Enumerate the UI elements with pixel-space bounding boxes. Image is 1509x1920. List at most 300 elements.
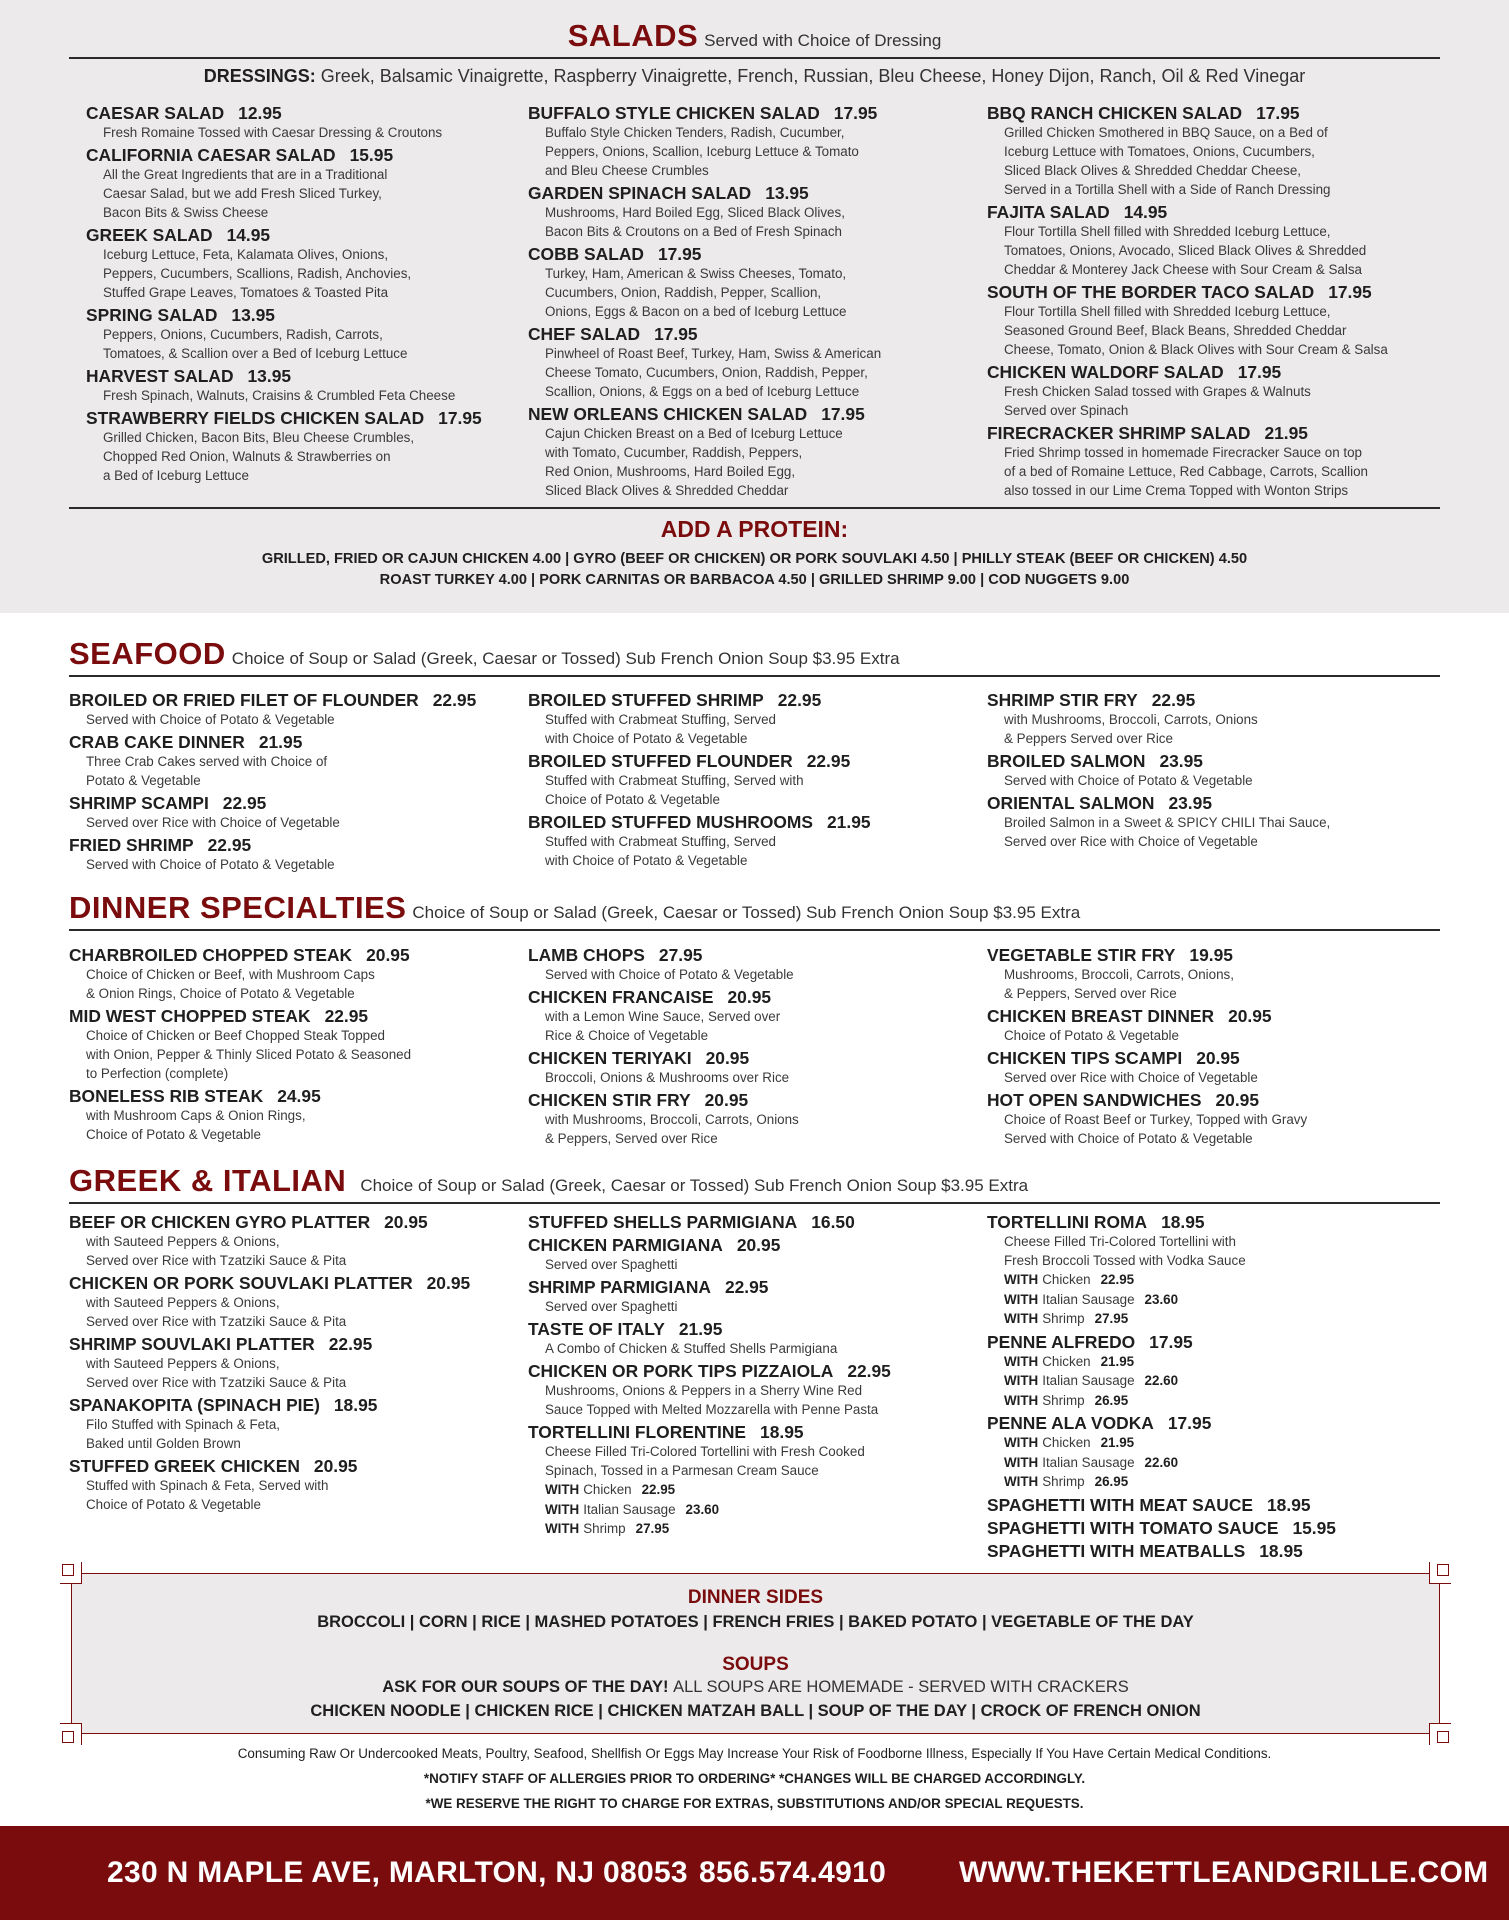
- menu-item-price: 18.95: [1259, 1540, 1303, 1561]
- description-line: Onions, Eggs & Bacon on a bed of Iceburg Lettuce: [545, 304, 847, 319]
- add-on-name: Chicken: [1042, 1435, 1091, 1450]
- menu-item-name: STUFFED SHELLS PARMIGIANA: [528, 1212, 798, 1232]
- menu-item-name: NEW ORLEANS CHICKEN SALAD: [528, 404, 808, 424]
- menu-item-name: PENNE ALFREDO: [987, 1331, 1136, 1352]
- menu-item-price: 17.95: [1149, 1331, 1193, 1352]
- menu-item-price: 13.95: [247, 366, 292, 386]
- menu-item-price: 20.95: [727, 987, 772, 1007]
- menu-item-name: CHICKEN TERIYAKI: [528, 1048, 692, 1068]
- menu-item-title: [69, 1212, 519, 1232]
- seafood-rule: [69, 675, 1440, 677]
- add-on-keyword: WITH: [1004, 1474, 1039, 1489]
- menu-item: [987, 1048, 1437, 1087]
- description-line: Broccoli, Onions & Mushrooms over Rice: [545, 1070, 790, 1085]
- menu-item-title: [987, 1495, 1437, 1515]
- protein-line-2: ROAST TURKEY 4.00 | PORK CARNITAS OR BARBACOA 4.50 | GRILLED SHRIMP 9.00 | COD NUGGETS 9.00: [379, 572, 1130, 588]
- menu-item-title: [987, 1006, 1437, 1026]
- add-on-name: Chicken: [1042, 1272, 1091, 1287]
- description-line: Fresh Chicken Salad tossed with Grapes & Walnuts: [1004, 384, 1311, 399]
- add-on-price: 21.95: [1100, 1353, 1135, 1369]
- salads-subtitle: Served with Choice of Dressing: [704, 31, 942, 50]
- description-line: Served over Rice with Choice of Vegetable: [86, 815, 340, 830]
- description-line: Choice of Potato & Vegetable: [86, 1497, 261, 1512]
- menu-item-price: 22.95: [432, 690, 477, 710]
- menu-item: [528, 812, 978, 870]
- greek-column-3: [987, 1212, 1437, 1564]
- description-line: Buffalo Style Chicken Tenders, Radish, Cucumber,: [545, 125, 845, 140]
- menu-item-title: [987, 1332, 1437, 1352]
- menu-item-price: 13.95: [231, 305, 275, 325]
- menu-item-description: [528, 1110, 978, 1148]
- menu-item-price: 22.95: [806, 751, 851, 771]
- menu-item-title: [528, 183, 968, 203]
- menu-item-name: TORTELLINI ROMA: [987, 1212, 1148, 1232]
- menu-item-name: BEEF OR CHICKEN GYRO PLATTER: [69, 1212, 371, 1232]
- menu-item-description: [86, 165, 516, 222]
- menu-item-description: [69, 965, 519, 1003]
- add-on-name: Shrimp: [1042, 1392, 1085, 1408]
- menu-item: [987, 690, 1437, 748]
- menu-item: [528, 244, 968, 321]
- description-line: Scallion, Onions, & Eggs on a bed of Iceburg Lettuce: [545, 384, 860, 399]
- menu-item-price: 22.95: [847, 1361, 891, 1381]
- menu-item: [987, 1006, 1437, 1045]
- seafood-subtitle: Choice of Soup or Salad (Greek, Caesar or Tossed) Sub French Onion Soup $3.95 Extra: [231, 649, 900, 668]
- menu-item-name: PENNE ALA VODKA: [987, 1413, 1154, 1433]
- dressings-label: DRESSINGS:: [203, 66, 316, 86]
- description-line: with Mushrooms, Broccoli, Carrots, Onions: [545, 1112, 799, 1127]
- menu-item: [69, 945, 519, 1003]
- dressings-line: [69, 66, 1440, 87]
- description-line: Sauce Topped with Melted Mozzarella with Penne Pasta: [545, 1402, 879, 1417]
- menu-item-price: 20.95: [366, 945, 410, 965]
- greek-title: GREEK & ITALIAN: [69, 1163, 347, 1198]
- box-corner-ornament: [60, 1723, 82, 1745]
- menu-item-description: [528, 123, 968, 180]
- menu-item-title: [69, 690, 519, 710]
- menu-item-title: [528, 1319, 978, 1339]
- menu-item: [987, 793, 1437, 851]
- description-line: with Onion, Pepper & Thinly Sliced Potato & Seasoned: [86, 1047, 412, 1062]
- menu-item-price: 22.95: [777, 690, 822, 710]
- menu-item: [69, 690, 519, 729]
- add-on-price: 27.95: [1094, 1311, 1129, 1326]
- menu-item-title: [69, 1395, 519, 1415]
- menu-item: [69, 835, 519, 874]
- soups-ask-note: ALL SOUPS ARE HOMEMADE - SERVED WITH CRACKERS: [673, 1678, 1129, 1696]
- salads-rule: [69, 57, 1440, 59]
- menu-item-title: [69, 732, 519, 752]
- box-corner-ornament: [60, 1562, 82, 1584]
- menu-item-name: CHICKEN OR PORK TIPS PIZZAIOLA: [528, 1361, 834, 1381]
- menu-item-price: 17.95: [833, 103, 878, 123]
- menu-item-price: 22.95: [724, 1277, 769, 1297]
- menu-item-title: [528, 1361, 978, 1381]
- menu-item: [987, 1541, 1437, 1561]
- add-on-price: 26.95: [1094, 1474, 1129, 1489]
- description-line: of a bed of Romaine Lettuce, Red Cabbage, Carrots, Scallion: [1004, 464, 1368, 479]
- menu-item-description: [528, 965, 978, 984]
- description-line: & Peppers, Served over Rice: [1004, 986, 1177, 1001]
- description-line: Stuffed with Crabmeat Stuffing, Served: [545, 712, 776, 727]
- description-line: with a Lemon Wine Sauce, Served over: [545, 1009, 781, 1024]
- menu-item: [987, 202, 1447, 279]
- menu-item-name: BROILED STUFFED SHRIMP: [528, 690, 764, 710]
- seafood-column-2: [528, 690, 978, 873]
- salads-section: [0, 0, 1509, 613]
- menu-item: [86, 305, 516, 363]
- description-line: Choice of Potato & Vegetable: [545, 792, 720, 807]
- menu-item-title: [987, 282, 1447, 302]
- add-on-keyword: WITH: [1004, 1454, 1039, 1470]
- menu-item-price: 17.95: [1328, 282, 1372, 302]
- menu-item-price: 17.95: [1256, 103, 1300, 123]
- seafood-column-1: [69, 690, 519, 877]
- add-on-name: Shrimp: [1042, 1474, 1085, 1489]
- menu-item-name: SOUTH OF THE BORDER TACO SALAD: [987, 282, 1315, 302]
- description-line: Choice of Roast Beef or Turkey, Topped with Gravy: [1004, 1112, 1308, 1127]
- dinner-rule: [69, 929, 1440, 931]
- menu-item-price: 27.95: [658, 945, 703, 965]
- add-on-price: 27.95: [635, 1521, 670, 1536]
- description-line: Broiled Salmon in a Sweet & SPICY CHILI Thai Sauce,: [1004, 815, 1331, 830]
- menu-item-title: [987, 751, 1437, 771]
- menu-item-title: [69, 1086, 519, 1106]
- menu-item-price: 21.95: [258, 732, 303, 752]
- description-line: Served over Spaghetti: [545, 1257, 678, 1272]
- description-line: Pinwheel of Roast Beef, Turkey, Ham, Swiss & American: [545, 346, 882, 361]
- menu-item-name: SHRIMP SOUVLAKI PLATTER: [69, 1334, 315, 1354]
- add-on-price: 21.95: [1100, 1435, 1135, 1450]
- add-on-name: Shrimp: [583, 1521, 626, 1536]
- menu-item-name: COBB SALAD: [528, 244, 644, 264]
- menu-item-title: [69, 1456, 519, 1476]
- soups-list: CHICKEN NOODLE | CHICKEN RICE | CHICKEN MATZAH BALL | SOUP OF THE DAY | CROCK OF FRENCH ONION: [310, 1702, 1201, 1720]
- menu-item-description: [69, 1293, 519, 1331]
- add-on-name: Italian Sausage: [1042, 1291, 1135, 1307]
- dinner-header: [69, 890, 1440, 926]
- description-line: Caesar Salad, but we add Fresh Sliced Turkey,: [103, 186, 382, 201]
- menu-item-description: [86, 245, 516, 302]
- description-line: and Bleu Cheese Crumbles: [545, 163, 709, 178]
- menu-item: [86, 225, 516, 302]
- salads-column-2: [528, 103, 968, 503]
- menu-item-description: [69, 1232, 519, 1270]
- add-on-keyword: WITH: [1004, 1311, 1039, 1326]
- menu-item-name: CHARBROILED CHOPPED STEAK: [69, 945, 353, 965]
- menu-item-name: GREEK SALAD: [86, 225, 213, 245]
- description-line: Choice of Chicken or Beef, with Mushroom Caps: [86, 967, 375, 982]
- menu-item-title: [987, 423, 1447, 443]
- menu-item-name: VEGETABLE STIR FRY: [987, 945, 1176, 965]
- menu-item-description: [86, 428, 516, 485]
- menu-item-name: BUFFALO STYLE CHICKEN SALAD: [528, 103, 820, 123]
- description-line: with Sauteed Peppers & Onions,: [86, 1295, 280, 1310]
- menu-item-description: [69, 1415, 519, 1453]
- menu-item-title: [528, 244, 968, 264]
- description-line: Served over Rice with Tzatziki Sauce & Pita: [86, 1253, 347, 1268]
- description-line: also tossed in our Lime Crema Topped with Wonton Strips: [1004, 483, 1349, 498]
- menu-item-name: CHICKEN FRANCAISE: [528, 987, 714, 1007]
- description-line: Tomatoes, Onions, Avocado, Sliced Black Olives & Shredded: [1004, 243, 1367, 258]
- description-line: Served with Choice of Potato & Vegetable: [86, 712, 335, 727]
- menu-item-title: [987, 362, 1447, 382]
- menu-item-name: LAMB CHOPS: [528, 945, 645, 965]
- menu-item-price: 18.95: [1161, 1212, 1205, 1232]
- menu-item-description: [987, 302, 1447, 359]
- menu-item-title: [528, 404, 968, 424]
- menu-item-name: FIRECRACKER SHRIMP SALAD: [987, 423, 1251, 443]
- footer-website-link[interactable]: WWW.THEKETTLEANDGRILLE.COM: [959, 1856, 1489, 1889]
- description-line: Turkey, Ham, American & Swiss Cheeses, Tomato,: [545, 266, 847, 281]
- menu-item-name: TASTE OF ITALY: [528, 1319, 665, 1339]
- dinner-title: DINNER SPECIALTIES: [69, 890, 407, 925]
- description-line: Baked until Golden Brown: [86, 1436, 241, 1451]
- menu-item-title: [69, 1334, 519, 1354]
- menu-item-name: GARDEN SPINACH SALAD: [528, 183, 752, 203]
- add-on-option: [987, 1391, 1437, 1411]
- menu-item: [86, 103, 516, 142]
- menu-item-title: [69, 1273, 519, 1293]
- description-line: to Perfection (complete): [86, 1066, 229, 1081]
- description-line: Bacon Bits & Swiss Cheese: [103, 205, 269, 220]
- menu-item: [528, 1090, 978, 1148]
- add-on-keyword: WITH: [1004, 1435, 1039, 1450]
- description-line: All the Great Ingredients that are in a Traditional: [103, 167, 388, 182]
- menu-item-name: CHICKEN PARMIGIANA: [528, 1235, 723, 1255]
- menu-item-title: [86, 366, 516, 386]
- add-on-option: [987, 1433, 1437, 1453]
- description-line: Fried Shrimp tossed in homemade Firecracker Sauce on top: [1004, 445, 1362, 460]
- add-on-keyword: WITH: [545, 1521, 580, 1536]
- description-line: Served over Rice with Choice of Vegetable: [1004, 834, 1258, 849]
- menu-item-description: [528, 1297, 978, 1316]
- menu-item-price: 24.95: [277, 1086, 321, 1106]
- add-on-keyword: WITH: [1004, 1291, 1039, 1307]
- menu-item-name: BROILED OR FRIED FILET OF FLOUNDER: [69, 690, 419, 710]
- description-line: Cheese, Tomato, Onion & Black Olives with Sour Cream & Salsa: [1004, 342, 1388, 357]
- menu-item: [987, 103, 1447, 199]
- description-line: Three Crab Cakes served with Choice of: [86, 754, 328, 769]
- description-line: Served over Spinach: [1004, 403, 1129, 418]
- add-on-option: [528, 1500, 978, 1520]
- sides-title: DINNER SIDES: [687, 1587, 824, 1608]
- description-line: & Peppers Served over Rice: [1004, 731, 1173, 746]
- salads-column-1: [86, 103, 516, 488]
- menu-item: [987, 1212, 1437, 1329]
- menu-item-title: [987, 1518, 1437, 1538]
- menu-item-title: [528, 1048, 978, 1068]
- menu-item-name: STUFFED GREEK CHICKEN: [69, 1456, 300, 1476]
- footer-bar: [0, 1826, 1509, 1920]
- description-line: Served over Rice with Tzatziki Sauce & Pita: [86, 1314, 347, 1329]
- description-line: Spinach, Tossed in a Parmesan Cream Sauce: [545, 1463, 819, 1478]
- description-line: Grilled Chicken, Bacon Bits, Bleu Cheese Crumbles,: [103, 430, 415, 445]
- add-on-price: 26.95: [1094, 1392, 1129, 1408]
- menu-item-description: [987, 222, 1447, 279]
- menu-item-title: [528, 945, 978, 965]
- menu-item: [528, 1361, 978, 1419]
- add-on-keyword: WITH: [1004, 1392, 1039, 1408]
- menu-item: [86, 145, 516, 222]
- soups-ask: ASK FOR OUR SOUPS OF THE DAY!: [382, 1678, 669, 1696]
- greek-rule: [69, 1202, 1440, 1204]
- menu-item-price: 14.95: [226, 225, 271, 245]
- description-line: Rice & Choice of Vegetable: [545, 1028, 709, 1043]
- description-line: Mushrooms, Hard Boiled Egg, Sliced Black Olives,: [545, 205, 845, 220]
- greek-header: [69, 1163, 1440, 1199]
- menu-item-title: [69, 835, 519, 855]
- menu-item: [987, 423, 1447, 500]
- menu-item-description: [987, 1026, 1437, 1045]
- add-on-keyword: WITH: [545, 1482, 580, 1497]
- menu-item-title: [528, 1212, 978, 1232]
- menu-item-price: 22.95: [1151, 690, 1196, 710]
- menu-item-price: 23.95: [1159, 751, 1203, 771]
- menu-item-title: [86, 145, 516, 165]
- menu-item-description: [86, 325, 516, 363]
- menu-item-description: [987, 1232, 1437, 1270]
- menu-item-name: CRAB CAKE DINNER: [69, 732, 245, 752]
- description-line: & Peppers, Served over Rice: [545, 1131, 718, 1146]
- menu-item-name: SHRIMP PARMIGIANA: [528, 1277, 711, 1297]
- menu-item-title: [69, 1006, 519, 1026]
- menu-item-title: [86, 305, 516, 325]
- menu-item-description: [528, 424, 968, 500]
- description-line: Fresh Spinach, Walnuts, Craisins & Crumbled Feta Cheese: [103, 388, 456, 403]
- description-line: Chopped Red Onion, Walnuts & Strawberries on: [103, 449, 391, 464]
- menu-item-title: [528, 1422, 978, 1442]
- menu-item-price: 20.95: [704, 1090, 749, 1110]
- add-on-price: 22.95: [641, 1482, 676, 1497]
- menu-item: [86, 366, 516, 405]
- add-on-option: [987, 1453, 1437, 1473]
- menu-item-description: [987, 965, 1437, 1003]
- menu-item-title: [987, 202, 1447, 222]
- add-on-keyword: WITH: [1004, 1272, 1039, 1287]
- menu-item-name: SHRIMP SCAMPI: [69, 793, 209, 813]
- add-on-price: 22.95: [1100, 1272, 1135, 1287]
- description-line: Served over Rice with Choice of Vegetable: [1004, 1070, 1258, 1085]
- menu-item-name: BONELESS RIB STEAK: [69, 1086, 264, 1106]
- protein-line-1: GRILLED, FRIED OR CAJUN CHICKEN 4.00 | GYRO (BEEF OR CHICKEN) OR PORK SOUVLAKI 4.50 | PHILLY STEAK (BEEF OR CHICKEN) 4.50: [261, 551, 1248, 567]
- menu-item-description: [528, 1068, 978, 1087]
- menu-item: [528, 1319, 978, 1358]
- menu-item: [528, 987, 978, 1045]
- description-line: Cheese Tomato, Cucumbers, Onion, Raddish, Pepper,: [545, 365, 868, 380]
- description-line: Flour Tortilla Shell filled with Shredded Iceburg Lettuce,: [1004, 304, 1331, 319]
- greek-column-1: [69, 1212, 519, 1517]
- menu-item-price: 14.95: [1123, 202, 1168, 222]
- menu-item-price: 17.95: [654, 324, 698, 344]
- menu-item-description: [69, 1476, 519, 1514]
- salads-header: [69, 18, 1440, 54]
- footer-phone[interactable]: 856.574.4910: [699, 1856, 887, 1889]
- description-line: a Bed of Iceburg Lettuce: [103, 468, 249, 483]
- menu-item-name: SPAGHETTI WITH MEAT SAUCE: [987, 1494, 1254, 1515]
- menu-item-description: [528, 1007, 978, 1045]
- menu-item-description: [528, 344, 968, 401]
- menu-item-description: [86, 123, 516, 142]
- description-line: with Sauteed Peppers & Onions,: [86, 1234, 280, 1249]
- salads-title: SALADS: [567, 18, 699, 53]
- add-on-option: [987, 1309, 1437, 1329]
- menu-item-description: [69, 1106, 519, 1144]
- add-on-keyword: WITH: [1004, 1353, 1039, 1369]
- greek-subtitle: Choice of Soup or Salad (Greek, Caesar or Tossed) Sub French Onion Soup $3.95 Extra: [360, 1176, 1029, 1195]
- menu-item: [987, 945, 1437, 1003]
- menu-item-title: [528, 1090, 978, 1110]
- menu-item-title: [987, 793, 1437, 813]
- menu-item-description: [69, 752, 519, 790]
- menu-item-title: [86, 408, 516, 428]
- menu-item-name: CHICKEN BREAST DINNER: [987, 1006, 1215, 1026]
- description-line: Potato & Vegetable: [86, 773, 201, 788]
- menu-item-name: BBQ RANCH CHICKEN SALAD: [987, 103, 1243, 123]
- add-on-option: [987, 1290, 1437, 1310]
- menu-item-title: [528, 103, 968, 123]
- menu-item: [69, 1006, 519, 1083]
- description-line: Choice of Potato & Vegetable: [86, 1127, 261, 1142]
- menu-item-title: [987, 1413, 1437, 1433]
- menu-item-name: CHICKEN STIR FRY: [528, 1090, 691, 1110]
- add-on-name: Italian Sausage: [583, 1501, 676, 1517]
- menu-item-price: 22.95: [328, 1334, 373, 1354]
- menu-item-title: [987, 945, 1437, 965]
- menu-item-name: MID WEST CHOPPED STEAK: [69, 1006, 311, 1026]
- menu-item-price: 21.95: [827, 812, 871, 832]
- description-line: Stuffed with Crabmeat Stuffing, Served: [545, 834, 776, 849]
- menu-item-name: CALIFORNIA CAESAR SALAD: [86, 145, 336, 165]
- allergy-notice: *NOTIFY STAFF OF ALLERGIES PRIOR TO ORDERING* *CHANGES WILL BE CHARGED ACCORDINGLY.: [423, 1771, 1086, 1786]
- menu-item-title: [987, 690, 1437, 710]
- menu-item-title: [528, 1235, 978, 1255]
- add-on-price: 23.60: [685, 1501, 720, 1517]
- menu-item-description: [69, 710, 519, 729]
- menu-item-title: [86, 103, 516, 123]
- menu-item-description: [987, 771, 1437, 790]
- menu-item-price: 20.95: [384, 1212, 428, 1232]
- protein-title: ADD A PROTEIN:: [660, 516, 849, 542]
- menu-item-name: BROILED SALMON: [987, 751, 1146, 771]
- description-line: Mushrooms, Broccoli, Carrots, Onions,: [1004, 967, 1234, 982]
- menu-item-description: [987, 443, 1447, 500]
- menu-item-price: 17.95: [657, 244, 702, 264]
- menu-item: [987, 751, 1437, 790]
- menu-item-description: [528, 1255, 978, 1274]
- description-line: Red Onion, Mushrooms, Hard Boiled Egg,: [545, 464, 796, 479]
- menu-item-name: FRIED SHRIMP: [69, 835, 194, 855]
- menu-item-title: [528, 987, 978, 1007]
- menu-item: [528, 945, 978, 984]
- greek-column-2: [528, 1212, 978, 1542]
- menu-item-price: 20.95: [1228, 1006, 1272, 1026]
- menu-item-description: [528, 771, 978, 809]
- description-line: Sliced Black Olives & Shredded Cheddar: [545, 483, 789, 498]
- add-on-option: [987, 1352, 1437, 1372]
- description-line: Stuffed with Spinach & Feta, Served with: [86, 1478, 329, 1493]
- menu-item-title: [987, 103, 1447, 123]
- menu-item-price: 17.95: [821, 404, 865, 424]
- dinner-column-3: [987, 945, 1437, 1151]
- menu-item-description: [528, 710, 978, 748]
- description-line: with Mushrooms, Broccoli, Carrots, Onions: [1004, 712, 1258, 727]
- menu-item: [69, 1273, 519, 1331]
- description-line: Served with Choice of Potato & Vegetable: [86, 857, 335, 872]
- menu-item-title: [69, 793, 519, 813]
- menu-item-price: 22.95: [324, 1006, 369, 1026]
- menu-item-price: 21.95: [1264, 423, 1308, 443]
